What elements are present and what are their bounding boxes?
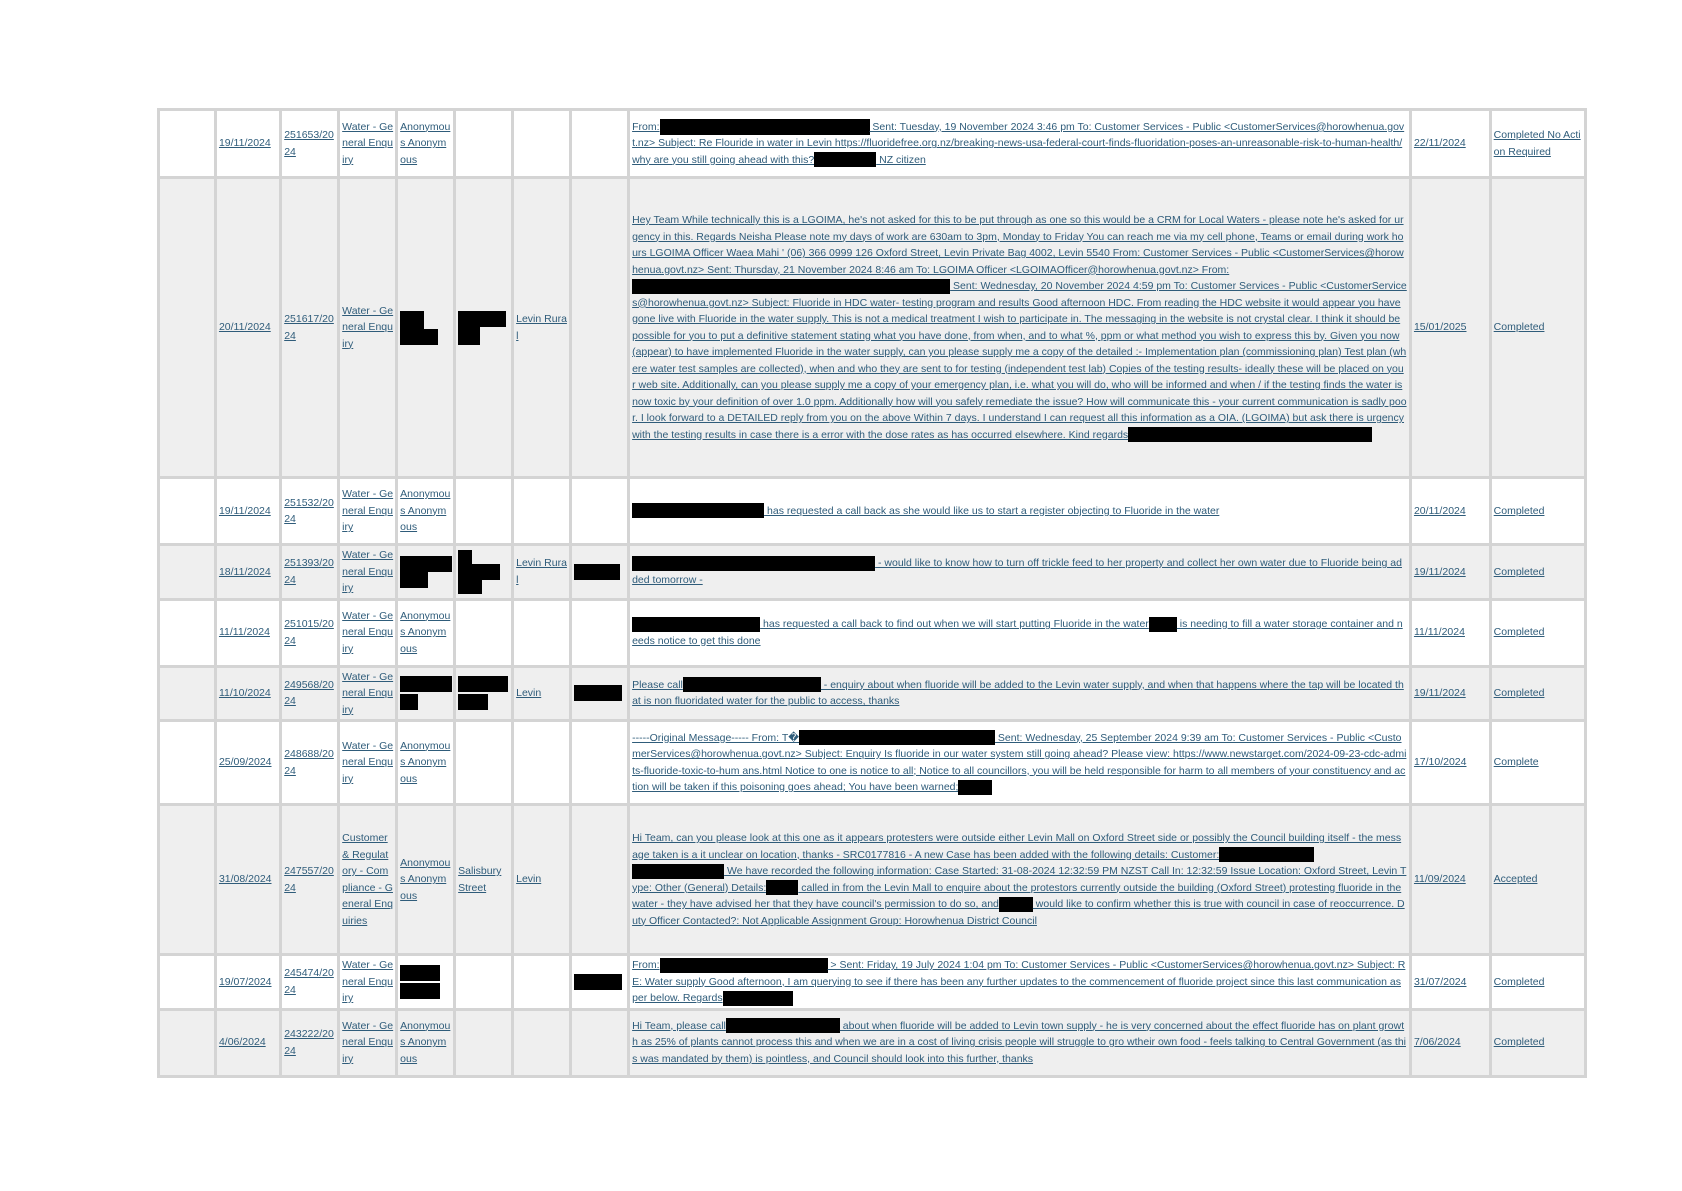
description-text: Sent: Wednesday, 25 September 2024 9:39 am To: Customer Services - Public <CustomerServices@horowhenua.govt.nz> Subject: Enquiry Is fluoride in our water system still going ahead? Please view: https://www.newstarget.com/2024-09-23-cdc-admits-fluoride-toxic-to-hum ans.html Notice to one is notice to all; Notice to all councillors, you will be held responsible for harm to all members of your constituency and action will be taken if this poisoning goes ahead; You have been warned; <box>632 731 1407 793</box>
description-cell[interactable] <box>629 110 1411 178</box>
request-type-cell[interactable]: Water - General Enquiry <box>339 545 397 600</box>
request-type-cell[interactable]: Water - General Enquiry <box>339 178 397 478</box>
request-type-cell[interactable]: Water - General Enquiry <box>339 478 397 545</box>
redaction-block <box>632 279 950 294</box>
locality-cell[interactable] <box>513 478 571 545</box>
description-text: From: <box>632 959 660 971</box>
status-cell[interactable]: Complete <box>1490 721 1585 805</box>
description-text: Hi Team, can you please look at this one as it appears protesters were outside either Levin Mall on Oxford Street side or possibly the Council building itself - the message taken is a it unclear on location, thanks - SRC0177816 - A new Case has been added with the following details: Customer: <box>632 832 1402 861</box>
redaction-block <box>458 694 488 710</box>
redaction-block <box>660 119 870 135</box>
description-text: about when fluoride will be added to Levin town supply - he is very concerned about the effect fluoride has on plant growth as 25% of plants cannot process this and when we are in a cost of living crisis people will struggle to gro wtheir own food - feels talking to Central Government (as this was mandated by them) is pointless, and Council should look into this further, thanks <box>632 1019 1406 1065</box>
table-row <box>159 955 1586 1010</box>
description-cell[interactable] <box>629 721 1411 805</box>
description-cell[interactable] <box>629 599 1411 666</box>
date-cell[interactable]: 19/11/2024 <box>215 110 280 178</box>
redaction-block <box>999 897 1033 912</box>
redaction-block <box>1219 847 1314 862</box>
date-cell[interactable]: 11/11/2024 <box>215 599 280 666</box>
redaction-block <box>574 685 622 701</box>
locality-cell[interactable]: Levin Rural <box>513 178 571 478</box>
table-row <box>159 478 1586 545</box>
customer-name-cell[interactable]: Anonymous Anonymous <box>397 478 455 545</box>
customer-name-cell[interactable]: Anonymous Anonymous <box>397 721 455 805</box>
redaction-block <box>458 311 506 327</box>
status-cell[interactable]: Completed <box>1490 599 1585 666</box>
closed-date-cell[interactable]: 11/09/2024 <box>1410 805 1490 955</box>
street-cell[interactable] <box>455 178 513 478</box>
blank-cell <box>571 599 629 666</box>
status-cell[interactable]: Completed No Action Required <box>1490 110 1585 178</box>
request-type-cell[interactable]: Customer & Regulatory - Compliance - General Enquiries <box>339 805 397 955</box>
description-cell[interactable] <box>629 805 1411 955</box>
closed-date-cell[interactable]: 31/07/2024 <box>1410 955 1490 1010</box>
request-type-cell[interactable]: Water - General Enquiry <box>339 721 397 805</box>
redaction-block <box>766 880 798 895</box>
redaction-block <box>799 730 995 745</box>
row-number-cell <box>159 545 216 600</box>
redaction-block <box>400 676 452 692</box>
redaction-block <box>458 578 482 594</box>
table-row <box>159 1009 1586 1076</box>
table-row <box>159 599 1586 666</box>
status-cell[interactable]: Completed <box>1490 545 1585 600</box>
date-cell[interactable]: 18/11/2024 <box>215 545 280 600</box>
case-number-cell[interactable]: 248688/2024 <box>281 721 339 805</box>
closed-date-cell[interactable]: 19/11/2024 <box>1410 545 1490 600</box>
street-cell[interactable]: Salisbury Street <box>455 805 513 955</box>
case-number-cell[interactable]: 251653/2024 <box>281 110 339 178</box>
redaction-block <box>400 572 428 588</box>
row-number-cell <box>159 721 216 805</box>
redaction-block <box>400 694 418 710</box>
customer-name-cell[interactable]: Anonymous Anonymous <box>397 110 455 178</box>
closed-date-cell[interactable]: 20/11/2024 <box>1410 478 1490 545</box>
date-cell[interactable]: 20/11/2024 <box>215 178 280 478</box>
status-cell[interactable]: Completed <box>1490 478 1585 545</box>
locality-cell[interactable]: Levin Rural <box>513 545 571 600</box>
redaction-block <box>660 958 828 973</box>
customer-name-cell[interactable] <box>397 178 455 478</box>
customer-name-cell[interactable] <box>397 545 455 600</box>
row-number-cell <box>159 110 216 178</box>
redaction-block <box>400 556 452 572</box>
redaction-block <box>1128 427 1372 442</box>
date-cell[interactable]: 25/09/2024 <box>215 721 280 805</box>
locality-cell[interactable] <box>513 1009 571 1076</box>
closed-date-cell[interactable]: 11/11/2024 <box>1410 599 1490 666</box>
row-number-cell <box>159 478 216 545</box>
redaction-block <box>632 617 760 632</box>
blank-cell <box>571 110 629 178</box>
date-cell[interactable]: 11/10/2024 <box>215 666 280 721</box>
status-cell[interactable]: Completed <box>1490 955 1585 1010</box>
description-cell[interactable] <box>629 178 1411 478</box>
street-cell[interactable] <box>455 666 513 721</box>
date-cell[interactable]: 19/11/2024 <box>215 478 280 545</box>
description-text: Hi Team, please call <box>632 1019 726 1032</box>
description-cell[interactable] <box>629 478 1411 545</box>
description-text: > Sent: Friday, 19 July 2024 1:04 pm To: Customer Services - Public <CustomerServices@horowhenua.govt.nz> Subject: RE: Water supply Good afternoon, I am querying to see if there has been any further updates to the commencement of fluoride project since this last communication as per below. Regards <box>632 959 1406 1004</box>
request-type-cell[interactable]: Water - General Enquiry <box>339 955 397 1010</box>
blank-cell <box>571 666 629 721</box>
row-number-cell <box>159 955 216 1010</box>
blank-cell <box>571 955 629 1010</box>
description-text: Please call <box>632 678 683 691</box>
case-number-cell[interactable]: 251015/2024 <box>281 599 339 666</box>
row-number-cell <box>159 666 216 721</box>
case-number-cell[interactable]: 251617/2024 <box>281 178 339 478</box>
description-cell[interactable] <box>629 955 1411 1010</box>
case-number-cell[interactable]: 249568/2024 <box>281 666 339 721</box>
row-number-cell <box>159 178 216 478</box>
locality-cell[interactable] <box>513 955 571 1010</box>
request-type-cell[interactable]: Water - General Enquiry <box>339 1009 397 1076</box>
redaction-block <box>400 965 440 981</box>
redaction-block <box>632 503 764 518</box>
table-row <box>159 545 1586 600</box>
table-row <box>159 721 1586 805</box>
case-number-cell[interactable]: 251393/2024 <box>281 545 339 600</box>
date-cell[interactable]: 4/06/2024 <box>215 1009 280 1076</box>
row-number-cell <box>159 805 216 955</box>
customer-name-cell[interactable]: Anonymous Anonymous <box>397 1009 455 1076</box>
closed-date-cell[interactable]: 19/11/2024 <box>1410 666 1490 721</box>
description-text: NZ citizen <box>876 153 926 166</box>
street-cell[interactable] <box>455 478 513 545</box>
request-type-cell[interactable]: Water - General Enquiry <box>339 110 397 178</box>
description-text: has requested a call back as she would like us to start a register objecting to Fluoride in the water <box>764 504 1220 517</box>
customer-name-cell[interactable]: Anonymous Anonymous <box>397 599 455 666</box>
description-text: has requested a call back to find out when we will start putting Fluoride in the water <box>760 618 1149 630</box>
redaction-block <box>458 676 508 692</box>
case-number-cell[interactable]: 245474/2024 <box>281 955 339 1010</box>
blank-cell <box>571 478 629 545</box>
street-cell[interactable] <box>455 599 513 666</box>
blank-cell <box>571 805 629 955</box>
blank-cell <box>571 178 629 478</box>
case-number-cell[interactable]: 243222/2024 <box>281 1009 339 1076</box>
description-text: From: <box>632 120 660 133</box>
table-row <box>159 805 1586 955</box>
status-cell[interactable]: Completed <box>1490 1009 1585 1076</box>
redaction-block <box>683 677 821 692</box>
street-cell[interactable] <box>455 1009 513 1076</box>
street-cell[interactable] <box>455 721 513 805</box>
case-number-cell[interactable]: 247557/2024 <box>281 805 339 955</box>
closed-date-cell[interactable]: 15/01/2025 <box>1410 178 1490 478</box>
status-cell[interactable]: Accepted <box>1490 805 1585 955</box>
redaction-block <box>400 329 438 345</box>
description-text: -----Original Message----- From: T� <box>632 731 800 744</box>
description-cell[interactable] <box>629 1009 1411 1076</box>
redaction-block <box>632 864 724 879</box>
redaction-block <box>458 327 480 345</box>
table-row <box>159 666 1586 721</box>
row-number-cell <box>159 1009 216 1076</box>
row-number-cell <box>159 599 216 666</box>
case-number-cell[interactable]: 251532/2024 <box>281 478 339 545</box>
closed-date-cell[interactable]: 7/06/2024 <box>1410 1009 1490 1076</box>
redaction-block <box>632 556 875 571</box>
request-type-cell[interactable]: Water - General Enquiry <box>339 666 397 721</box>
customer-name-cell[interactable] <box>397 666 455 721</box>
description-text: Sent: Tuesday, 19 November 2024 3:46 pm To: Customer Services - Public <CustomerServices@horowhenua.govt.nz> Subject: Re Flouride in water in Levin https://fluoridefree.org.nz/breaking-news-usa-federal-court-finds-fluoridation-poses-an-unreasonable-risk-to-human-health/ why are you still going ahead with this? <box>632 120 1405 166</box>
redaction-block <box>726 1018 840 1033</box>
description-text: - enquiry about when fluoride will be added to the Levin water supply, and when that happens where the tap will be located that is non fluoridated water for the public to access, thanks <box>632 678 1404 708</box>
blank-cell <box>571 721 629 805</box>
closed-date-cell[interactable]: 22/11/2024 <box>1410 110 1490 178</box>
request-type-cell[interactable]: Water - General Enquiry <box>339 599 397 666</box>
redaction-block <box>814 152 876 167</box>
redaction-block <box>1149 617 1177 632</box>
table-row <box>159 178 1586 478</box>
locality-cell[interactable]: Levin <box>513 805 571 955</box>
redaction-block <box>400 983 440 999</box>
redaction-block <box>574 564 620 580</box>
redaction-block <box>958 780 992 795</box>
customer-name-cell[interactable]: Anonymous Anonymous <box>397 805 455 955</box>
blank-cell <box>571 1009 629 1076</box>
status-cell[interactable]: Completed <box>1490 178 1585 478</box>
locality-cell[interactable] <box>513 110 571 178</box>
locality-cell[interactable] <box>513 721 571 805</box>
enquiry-table <box>157 108 1587 1078</box>
description-text: called in from the Levin Mall to enquire about the protestors currently outside the building (Oxford Street) protesting fluoride in the water - they have advised her that they have council's permission to do so, and <box>632 881 1402 910</box>
description-text: would like to confirm whether this is true with council in case of reoccurrence. Duty Officer Contacted?: Not Applicable Assignment Group: Horowhenua District Council <box>632 898 1405 927</box>
redaction-block <box>723 991 793 1006</box>
description-cell[interactable] <box>629 545 1411 600</box>
description-text: Hey Team While technically this is a LGOIMA, he's not asked for this to be put through as one so this would be a CRM for Local Waters - please note he's asked for urgency in this. Regards Neisha Please note my days of work are 630am to 3pm, Monday to Friday You can reach me via my cell phone, Teams or email during work hours LGOIMA Officer Waea Mahi ' (06) 366 0999 126 Oxford Street, Levin Private Bag 4002, Levin 5540 From: Customer Services - Public <CustomerServices@horowhenua.govt.nz> Sent: Thursday, 21 November 2024 8:46 am To: LGOIMA Officer <LGOIMAOfficer@horowhenua.govt.nz> From: <box>632 214 1404 276</box>
locality-cell[interactable]: Levin <box>513 666 571 721</box>
blank-cell <box>571 545 629 600</box>
redaction-block <box>574 974 622 990</box>
street-cell[interactable] <box>455 955 513 1010</box>
status-cell[interactable]: Completed <box>1490 666 1585 721</box>
date-cell[interactable]: 31/08/2024 <box>215 805 280 955</box>
date-cell[interactable]: 19/07/2024 <box>215 955 280 1010</box>
description-text: We have recorded the following information: Case Started: 31-08-2024 12:32:59 PM NZST Call In: 12:32:59 Issue Location: Oxford Street, Levin Type: Other (General) Details: <box>632 865 1407 894</box>
description-text: is needing to fill a water storage container and needs notice to get this done <box>632 618 1403 647</box>
description-cell[interactable] <box>629 666 1411 721</box>
street-cell[interactable] <box>455 545 513 600</box>
table-row <box>159 110 1586 178</box>
description-text: - would like to know how to turn off trickle feed to her property and collect her own water due to Fluoride being added tomorrow - <box>632 557 1402 586</box>
closed-date-cell[interactable]: 17/10/2024 <box>1410 721 1490 805</box>
street-cell[interactable] <box>455 110 513 178</box>
locality-cell[interactable] <box>513 599 571 666</box>
customer-name-cell[interactable] <box>397 955 455 1010</box>
description-text: Sent: Wednesday, 20 November 2024 4:59 pm To: Customer Services - Public <CustomerServices@horowhenua.govt.nz> Subject: Fluoride in HDC water- testing program and results Good afternoon HDC. From reading the HDC website it would appear you have gone live with Fluoride in the water supply. This is not a medical treatment I wish to participate in. The messaging in the website is not crystal clear. I think it should be possible for you to put a definitive statement stating what you have done, from when, and to what %, ppm or what method you wish to express this by. Given you now (appear) to have implemented Fluoride in the water supply, can you please supply me a copy of the detailed :- Implementation plan (commissioning plan) Test plan (where water test samples are collected), when and who they are sent to for testing (independent test lab) Copies of the testing results- ideally these will be placed on your web site. Additionally, can you please supply me a copy of your emergency plan, i.e. what you will do, who will be informed and when / if the testing finds the water is now toxic by your definition of over 1.0 ppm. Additionally how will you safely remediate the issue? How will communicate this - your current communication is sadly poor. I look forward to a DETAILED reply from you on the above Within 7 days. I understand I can request all this information as a OIA. (LGOIMA) but ask there is urgency with the testing results in case there is a error with the dose rates as has occurred elsewhere. Kind regards <box>632 280 1407 441</box>
